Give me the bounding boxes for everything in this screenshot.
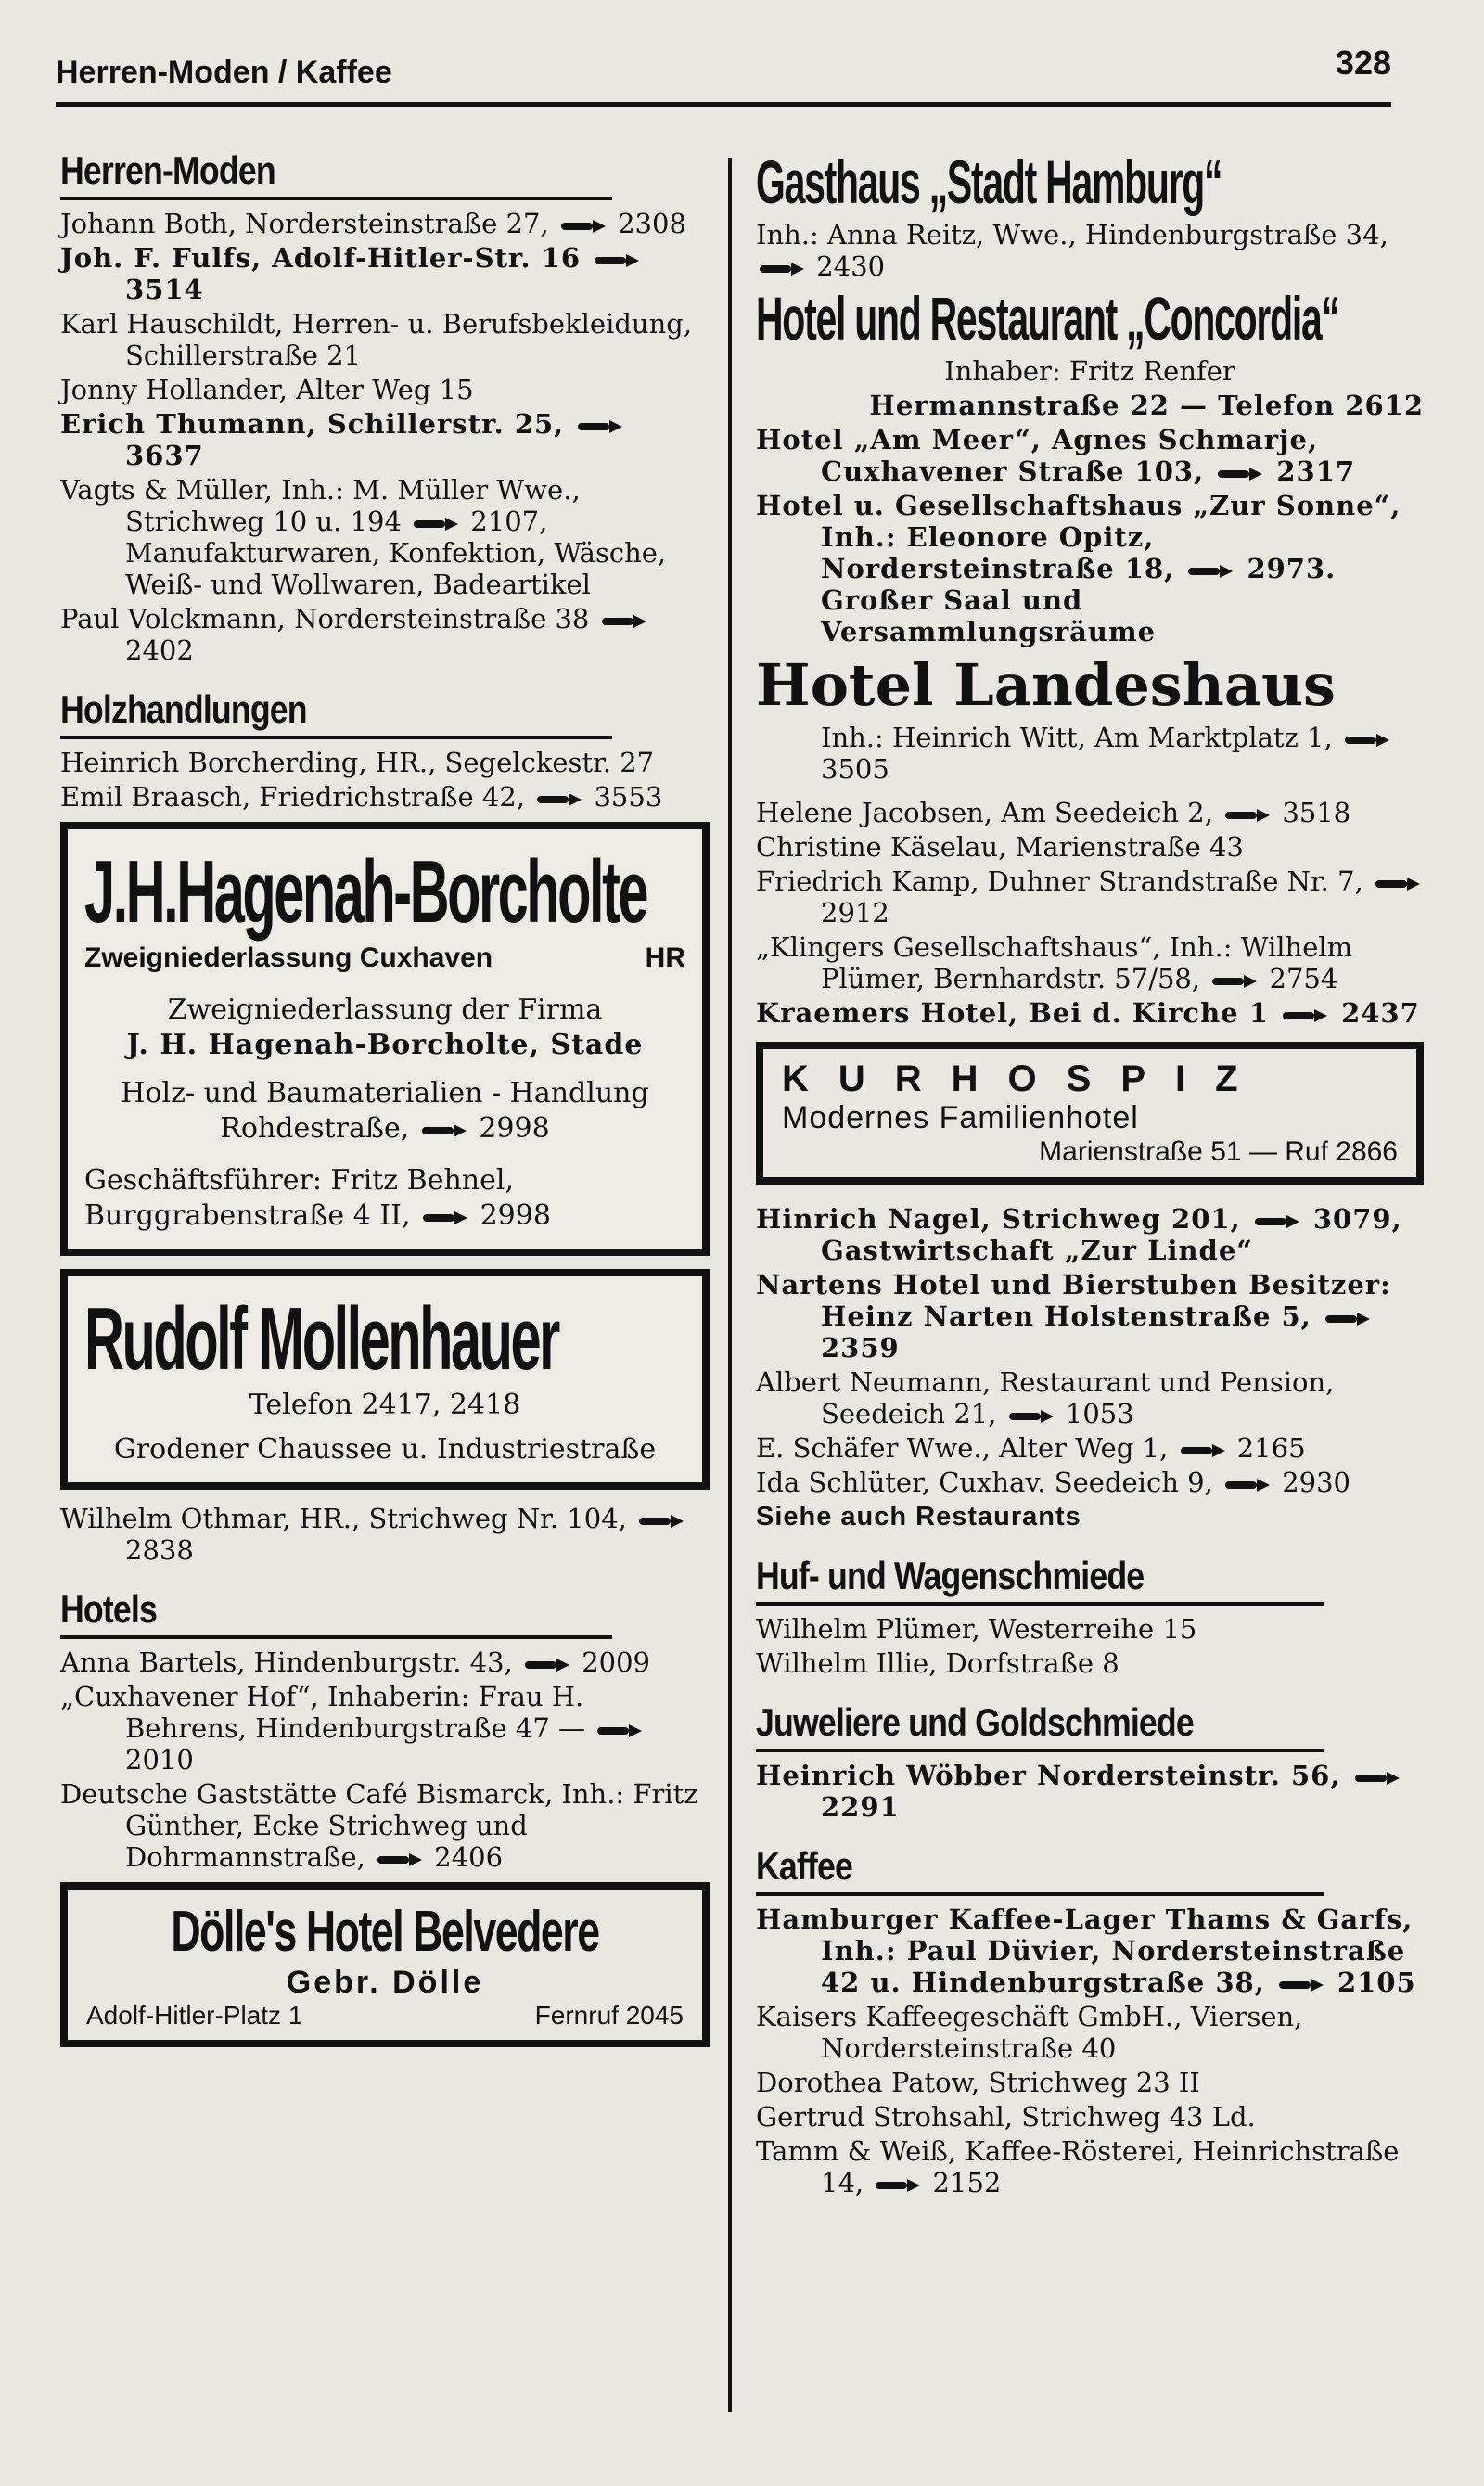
advert-line: Geschäftsführer: Fritz Behnel, Burggrabenstraße 4 II, 2998 xyxy=(84,1164,551,1232)
list-item: Erich Thumann, Schillerstr. 25, 3637 xyxy=(60,408,710,471)
list-item: Hotel „Am Meer“, Agnes Schmarje, Cuxhavener Straße 103, 2317 xyxy=(756,424,1356,487)
section-title: Kaffee xyxy=(756,1844,1324,1896)
list-item: Heinrich Wöbber Nordersteinstr. 56, 2291 xyxy=(756,1760,1424,1823)
list-item: Helene Jacobsen, Am Seedeich 2, 3518 xyxy=(756,797,1351,828)
list-item: „Cuxhavener Hof“, Inhaberin: Frau H. Behrens, Hindenburgstraße 47 — 2010 xyxy=(60,1681,710,1775)
telephone-icon xyxy=(876,2179,920,2191)
telephone-icon xyxy=(1181,1444,1225,1456)
section-herren-moden xyxy=(60,148,710,666)
section-title: Herren-Moden xyxy=(60,148,612,200)
telephone-icon xyxy=(423,1211,467,1224)
telephone-icon xyxy=(639,1515,684,1527)
section-huf xyxy=(756,1554,1424,1679)
advert-phone: Fernruf 2045 xyxy=(534,2001,684,2030)
list-item: E. Schäfer Wwe., Alter Weg 1, 2165 xyxy=(756,1432,1306,1464)
telephone-icon xyxy=(1218,468,1262,480)
list-item: Deutsche Gaststätte Café Bismarck, Inh.: Fritz Günther, Ecke Strichweg und Dohrmannstraße, 2406 xyxy=(60,1778,698,1873)
advert-line: Telefon 2417, 2418 xyxy=(249,1389,521,1421)
telephone-icon xyxy=(1355,1772,1400,1784)
advert-line: Zweigniederlassung der Firma xyxy=(167,993,603,1026)
list-item: Inh.: Heinrich Witt, Am Marktplatz 1, 3505 xyxy=(756,722,1424,785)
telephone-icon xyxy=(537,793,582,805)
telephone-icon xyxy=(578,420,622,432)
telephone-icon xyxy=(597,1724,642,1736)
heading-concordia: Hotel und Restaurant „Concordia“ xyxy=(756,284,1339,352)
list-item: „Klingers Gesellschaftshaus“, Inh.: Wilhelm Plümer, Bernhardstr. 57/58, 2754 xyxy=(756,931,1353,994)
section-title: Hotels xyxy=(60,1587,612,1639)
telephone-icon xyxy=(1212,975,1257,987)
advert-name: Rudolf Mollenhauer xyxy=(84,1289,558,1389)
list-item: Friedrich Kamp, Duhner Strandstraße Nr. 7, 2912 xyxy=(756,865,1424,929)
running-head xyxy=(56,44,1391,107)
telephone-icon xyxy=(561,220,606,232)
telephone-icon xyxy=(602,615,646,627)
list-item: Gertrud Strohsahl, Strichweg 43 Ld. xyxy=(756,2101,1256,2133)
telephone-icon xyxy=(1283,1009,1327,1021)
list-item: Joh. F. Fulfs, Adolf-Hitler-Str. 16 3514 xyxy=(60,242,710,305)
list-item: Hotel u. Gesellschaftshaus „Zur Sonne“, Inh.: Eleonore Opitz, Nordersteinstraße 18, 2973. Großer Saal und Versammlungsräume xyxy=(756,490,1401,647)
left-column xyxy=(60,148,710,2057)
advert-address: Adolf-Hitler-Platz 1 xyxy=(86,2001,303,2030)
advert-line: HR xyxy=(645,942,685,973)
advert-name: Dölle's Hotel Belvedere xyxy=(171,1900,599,1964)
list-item: Jonny Hollander, Alter Weg 15 xyxy=(60,374,474,405)
advert-line: J. H. Hagenah-Borcholte, Stade xyxy=(126,1029,644,1061)
telephone-icon xyxy=(760,263,804,275)
list-item: Vagts & Müller, Inh.: M. Müller Wwe., Strichweg 10 u. 194 2107, Manufakturwaren, Konfektion, Wäsche, Weiß- und Wollwaren, Badeartikel xyxy=(60,474,667,600)
telephone-icon xyxy=(1325,1313,1370,1325)
page-number: 328 xyxy=(1335,44,1391,82)
section-juweliere xyxy=(756,1700,1424,1823)
telephone-icon xyxy=(1345,734,1389,746)
advert-line: Rohdestraße, 2998 xyxy=(220,1112,550,1145)
advert-hagenah-borcholte xyxy=(60,822,710,1256)
telephone-icon xyxy=(422,1124,467,1136)
list-item: Albert Neumann, Restaurant und Pension, Seedeich 21, 1053 xyxy=(756,1366,1335,1429)
advert-belvedere xyxy=(60,1882,710,2047)
list-item: Siehe auch Restaurants xyxy=(756,1502,1081,1531)
list-item: Tamm & Weiß, Kaffee-Rösterei, Heinrichstraße 14, 2152 xyxy=(756,2135,1400,2198)
list-item: Hermannstraße 22 — Telefon 2612 xyxy=(869,390,1424,421)
advert-address: Marienstraße 51 — Ruf 2866 xyxy=(1039,1136,1398,1167)
section-title: Huf- und Wagenschmiede xyxy=(756,1554,1324,1606)
list-item: Hinrich Nagel, Strichweg 201, 3079, Gastwirtschaft „Zur Linde“ xyxy=(756,1203,1402,1266)
telephone-icon xyxy=(1225,809,1270,821)
section-holzhandlungen xyxy=(60,687,710,813)
telephone-icon xyxy=(1375,878,1420,890)
list-item: Dorothea Patow, Strichweg 23 II xyxy=(756,2067,1200,2098)
right-column xyxy=(756,148,1424,2201)
list-item: Anna Bartels, Hindenburgstr. 43, 2009 xyxy=(60,1647,651,1678)
telephone-icon xyxy=(1009,1410,1054,1422)
list-item: Kaisers Kaffeegeschäft GmbH., Viersen, Nordersteinstraße 40 xyxy=(756,2001,1303,2064)
list-item: Inhaber: Fritz Renfer xyxy=(944,355,1235,387)
section-hotels xyxy=(60,1587,710,1873)
list-item: Nartens Hotel und Bierstuben Besitzer: Heinz Narten Holstenstraße 5, 2359 xyxy=(756,1269,1391,1364)
heading-landeshaus: Hotel Landeshaus xyxy=(756,651,1336,719)
list-item: Karl Hauschildt, Herren- u. Berufsbekleidung, Schillerstraße 21 xyxy=(60,308,693,371)
telephone-icon xyxy=(595,254,639,266)
list-item: Wilhelm Illie, Dorfstraße 8 xyxy=(756,1647,1119,1679)
telephone-icon xyxy=(1188,565,1233,577)
advert-mollenhauer xyxy=(60,1269,710,1490)
advert-line: Grodener Chaussee u. Industriestraße xyxy=(113,1433,657,1466)
section-kaffee xyxy=(756,1844,1424,2198)
section-title: Juweliere und Goldschmiede xyxy=(756,1700,1324,1752)
advert-line: Holz- und Baumaterialien - Handlung xyxy=(121,1077,649,1109)
telephone-icon xyxy=(525,1659,569,1671)
running-head-title: Herren-Moden / Kaffee xyxy=(56,55,392,90)
list-item: Ida Schlüter, Cuxhav. Seedeich 9, 2930 xyxy=(756,1467,1351,1498)
telephone-icon xyxy=(1255,1215,1299,1227)
telephone-icon xyxy=(1225,1479,1270,1491)
list-item: Christine Käselau, Marienstraße 43 xyxy=(756,831,1244,863)
list-item: Hamburger Kaffee-Lager Thams & Garfs, Inh.: Paul Düvier, Nordersteinstraße 42 u. Hindenburgstraße 38, 2105 xyxy=(756,1903,1416,1998)
advert-name: J.H.Hagenah-Borcholte xyxy=(84,842,647,942)
heading-gasthaus: Gasthaus „Stadt Hamburg“ xyxy=(756,147,1222,216)
advert-subtitle: Modernes Familienhotel xyxy=(782,1100,1139,1135)
header-rule xyxy=(56,102,1391,107)
list-item: Johann Both, Nordersteinstraße 27, 2308 xyxy=(60,208,686,239)
telephone-icon xyxy=(414,518,458,530)
telephone-icon xyxy=(377,1853,422,1865)
advert-kurhospiz xyxy=(756,1042,1424,1185)
advert-line: Zweigniederlassung Cuxhaven xyxy=(84,942,493,973)
list-item: Paul Volckmann, Nordersteinstraße 38 2402 xyxy=(60,603,710,666)
advert-name: KURHOSPIZ xyxy=(782,1058,1268,1099)
section-title: Holzhandlungen xyxy=(60,687,612,739)
column-rule xyxy=(728,158,732,2412)
list-item: Wilhelm Othmar, HR., Strichweg Nr. 104, 2838 xyxy=(60,1503,710,1566)
list-item: Emil Braasch, Friedrichstraße 42, 3553 xyxy=(60,781,663,813)
advert-subtitle: Gebr. Dölle xyxy=(286,1965,484,2000)
list-item: Kraemers Hotel, Bei d. Kirche 1 2437 xyxy=(756,997,1420,1029)
list-item: Wilhelm Plümer, Westerreihe 15 xyxy=(756,1613,1197,1645)
telephone-icon xyxy=(1279,1979,1324,1991)
list-item: Heinrich Borcherding, HR., Segelckestr. 27 xyxy=(60,747,655,778)
list-item: Inh.: Anna Reitz, Wwe., Hindenburgstraße 34, 2430 xyxy=(756,219,1388,282)
